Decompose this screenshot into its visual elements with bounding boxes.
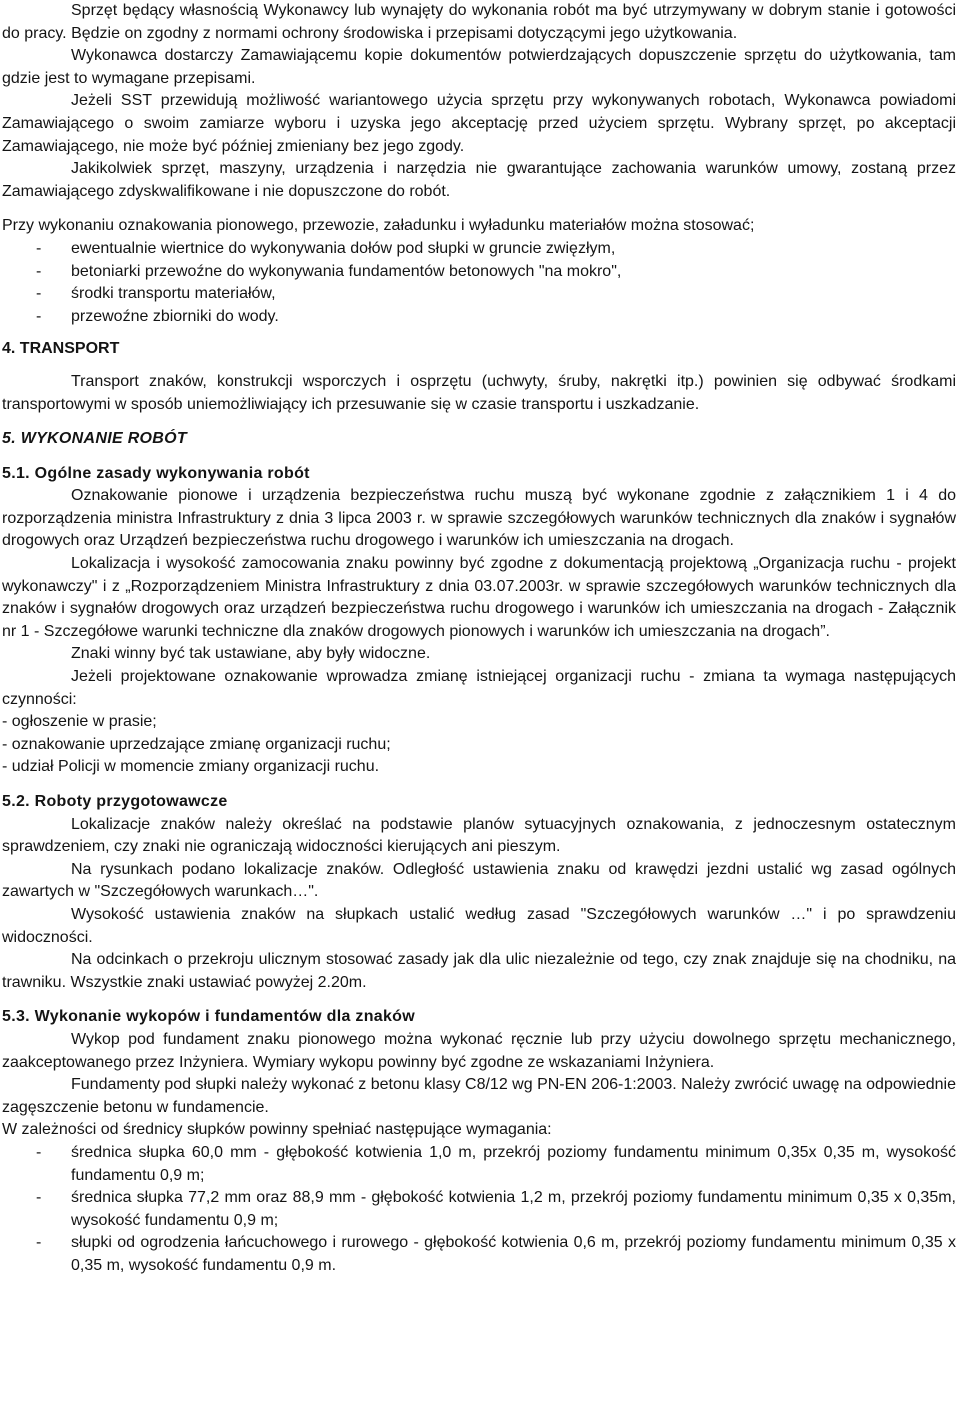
list-item: - średnica słupka 60,0 mm - głębokość kotwienia 1,0 m, przekrój poziomy fundamentu minimum 0,35x 0,35 m, wysokość fundamentu 0,9 m; xyxy=(2,1142,956,1187)
paragraph-sign-height: Wysokość ustawienia znaków na słupkach ustalić według zasad "Szczegółowych warunków …" i po sprawdzeniu widoczności. xyxy=(2,905,956,946)
paragraph-foundation-concrete: Fundamenty pod słupki należy wykonać z betonu klasy C8/12 wg PN-EN 206-1:2003. Należy zwrócić uwagę na odpowiednie zagęszczenie betonu w fundamencie. xyxy=(2,1076,956,1116)
list-item: - przewoźne zbiorniki do wody. xyxy=(2,306,956,329)
paragraph-location-height: Lokalizacja i wysokość zamocowania znaku powinny być zgodne z dokumentacją projektową „Organizacja ruchu - projekt wykonawczy" i z „Rozporządzeniem Ministra Infrastruktury z dnia 03.07.2003r. w sprawie szczegółowych warunków technicznych dla znaków i sygnałów drogowych oraz urządzeń bezpieczeństwa ruchu drogowego i warunków ich umieszczania na drogach - Załącznik nr 1 - Szczegółowe warunki techniczne dla znaków drogowych pionowych i warunków ich umieszczania na drogach”. xyxy=(2,555,956,640)
paragraph-organization-change: Jeżeli projektowane oznakowanie wprowadza zmianę istniejącej organizacji ruchu - zmiana ta wymaga następujących czynności: xyxy=(2,668,956,708)
list-item: - środki transportu materiałów, xyxy=(2,283,956,306)
paragraph-equipment-disqualification: Jakikolwiek sprzęt, maszyny, urządzenia i narzędzia nie gwarantujące zachowania warunków umowy, zostaną przez Zamawiającego zdyskwalifikowane i nie dopuszczone do robót. xyxy=(2,160,956,200)
paragraph-equipment-variants: Jeżeli SST przewidują możliwość wariantowego użycia sprzętu przy wykonywanych robotach, Wykonawca powiadomi Zamawiającego o swoim zamiarze wyboru i uzyska jego akceptację przed użyciem sprzętu. Wybrany sprzęt, po akceptacji Zamawiającego, nie może być później zmieniany bez jego zgody. xyxy=(2,92,956,155)
paragraph-visibility: Znaki winny być tak ustawiane, aby były widoczne. xyxy=(71,645,431,663)
paragraph-street-sections: Na odcinkach o przekroju ulicznym stosować zasady jak dla ulic niezależnie od tego, czy znak znajduje się na chodniku, na trawniku. Wszystkie znaki ustawiać powyżej 2.20m. xyxy=(2,951,956,991)
paragraph-transport: Transport znaków, konstrukcji wsporczych i osprzętu (uchwyty, śruby, nakrętki itp.) powinien się odbywać środkami transportowymi w sposób uniemożliwiający ich przesuwanie się w czasie transportu i uszkadzanie. xyxy=(2,372,956,413)
heading-general-rules: 5.1. Ogólne zasady wykonywania robót xyxy=(2,464,310,482)
list-item: - oznakowanie uprzedzające zmianę organizacji ruchu; xyxy=(2,735,391,753)
paragraph-regulation: Oznakowanie pionowe i urządzenia bezpieczeństwa ruchu muszą być wykonane zgodnie z załącznikiem 1 i 4 do rozporządzenia ministra Infrastruktury z dnia 3 lipca 2003 r. w sprawie szczegółowych warunków technicznych dla znaków i sygnałów drogowych oraz Urządzeń bezpieczeństwa ruchu drogowego i warunków ich umieszczania na drogach. xyxy=(2,487,956,550)
list-item: - średnica słupka 77,2 mm oraz 88,9 mm - głębokość kotwienia 1,2 m, przekrój poziomy fundamentu minimum 0,35 x 0,35m, wysokość fundamentu 0,9 m; xyxy=(2,1187,956,1232)
list-item: - udział Policji w momencie zmiany organizacji ruchu. xyxy=(2,758,380,776)
list-item: - betoniarki przewoźne do wykonywania fundamentów betonowych "na mokro", xyxy=(2,261,956,284)
heading-preparatory-works: 5.2. Roboty przygotowawcze xyxy=(2,793,228,810)
equipment-list xyxy=(2,238,956,328)
paragraph-post-diameter-requirements: W zależności od średnicy słupków powinny spełniać następujące wymagania: xyxy=(2,1121,552,1139)
list-item: - ogłoszenie w prasie; xyxy=(2,713,157,731)
list-item: - słupki od ogrodzenia łańcuchowego i rurowego - głębokość kotwienia 0,6 m, przekrój poziomy fundamentu minimum 0,35 x 0,35 m, wysokość fundamentu 0,9 m. xyxy=(2,1232,956,1277)
paragraph-equipment-documents: Wykonawca dostarczy Zamawiającemu kopie dokumentów potwierdzających dopuszczenie sprzętu do użytkowania, tam gdzie jest to wymagane przepisami. xyxy=(2,47,956,87)
heading-excavation-foundations: 5.3. Wykonanie wykopów i fundamentów dla znaków xyxy=(2,1008,415,1026)
paragraph-excavation: Wykop pod fundament znaku pionowego można wykonać ręcznie lub przy użyciu dowolnego sprzętu mechanicznego, zaakceptowanego przez Inżyniera. Wymiary wykopu powinny być zgodne ze wskazaniami Inżyniera. xyxy=(2,1030,956,1071)
paragraph-marking-equipment-intro: Przy wykonaniu oznakowania pionowego, przewozie, załadunku i wyładunku materiałów można stosować; xyxy=(2,217,755,235)
paragraph-equipment-condition: Sprzęt będący własnością Wykonawcy lub wynajęty do wykonania robót ma być utrzymywany w dobrym stanie i gotowości do pracy. Będzie on zgodny z normami ochrony środowiska i przepisami dotyczącymi jego użytkowania. xyxy=(2,2,956,42)
list-item: - ewentualnie wiertnice do wykonywania dołów pod słupki w gruncie zwięzłym, xyxy=(2,238,956,261)
paragraph-drawings: Na rysunkach podano lokalizacje znaków. Odległość ustawienia znaku od krawędzi jezdni ustalić wg zasad ogólnych zawartych w "Szczegółowych warunkach…". xyxy=(2,860,956,901)
heading-transport: 4. TRANSPORT xyxy=(2,340,120,358)
paragraph-sign-locations: Lokalizacje znaków należy określać na podstawie planów sytuacyjnych oznakowania, z jednoczesnym ostatecznym sprawdzeniem, czy znaki nie ograniczają widoczności kierujących ani pieszym. xyxy=(2,815,956,856)
heading-execution: 5. WYKONANIE ROBÓT xyxy=(2,430,187,448)
foundation-requirements-list xyxy=(2,1142,956,1278)
